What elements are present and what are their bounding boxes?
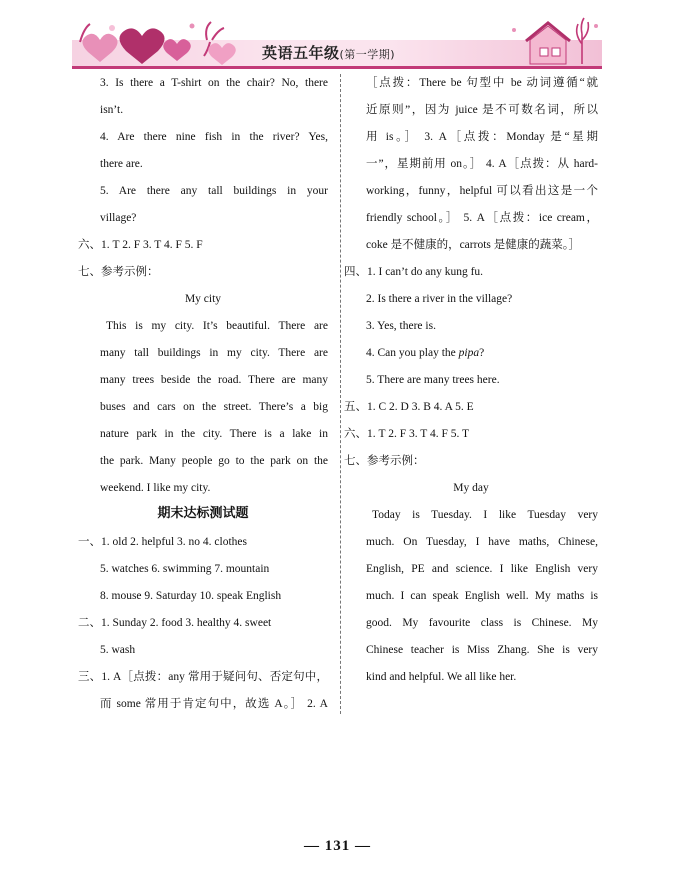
section-heading: 期末达标测试题 <box>157 506 249 521</box>
section-seven-label: 七、参考示例： <box>78 266 159 278</box>
section-six-answers: 六、1. T 2. F 3. T 4. F 5. T <box>344 428 470 440</box>
answer-text: 4. Can you play the <box>366 347 459 359</box>
answer-line: 二、1. Sunday 2. food 3. healthy 4. sweet <box>78 617 272 629</box>
answer-line: 5. watches 6. swimming 7. mountain <box>100 563 270 575</box>
answer-line: 一、1. old 2. helpful 3. no 4. clothes <box>78 536 247 548</box>
answer-line: 而 some 常用于肯定句中，故选 A。］ 2. A <box>100 698 328 710</box>
essay-line: many trees beside the road. There are many <box>100 374 328 386</box>
answer-line: 四、1. I can’t do any kung fu. <box>344 266 484 278</box>
essay-line: good. My favourite class is Chinese. My <box>366 617 598 629</box>
header-title <box>262 42 395 63</box>
answer-line: 三、1. A［点拨：any 常用于疑问句、否定句中， <box>78 671 328 683</box>
column-divider <box>340 74 341 714</box>
essay-line: much. I can speak English well. My maths is <box>366 590 598 602</box>
answer-line: 4. Are there nine fish in the river? Yes, <box>100 131 328 143</box>
answer-line: village? <box>100 212 137 224</box>
answer-line: 用 is。］ 3. A［点拨：Monday 是“星期 <box>366 131 598 143</box>
essay-line: English, PE and science. I like English very <box>366 563 598 575</box>
essay-line: kind and helpful. We all like her. <box>366 671 517 683</box>
answer-line: 5. Are there any tall buildings in your <box>100 185 328 197</box>
answer-line: isn’t. <box>100 104 124 116</box>
answer-line: there are. <box>100 158 143 170</box>
essay-line: Chinese teacher is Miss Zhang. She is very <box>366 644 598 656</box>
answer-line: 5. wash <box>100 644 136 656</box>
page-header <box>0 0 675 80</box>
page-number: — 131 — <box>304 838 371 854</box>
essay-line: nature park in the city. There is a lake in <box>100 428 328 440</box>
essay-line: This is my city. It’s beautiful. There are <box>106 320 328 332</box>
house-decoration-icon <box>500 14 610 70</box>
answer-italic-word: pipa <box>458 347 480 359</box>
essay-line: the park. Many people go to the park on the <box>100 455 328 467</box>
essay-title: My city <box>184 293 222 305</box>
answer-line: 5. There are many trees here. <box>366 374 500 386</box>
answer-line: coke 是不健康的，carrots 是健康的蔬菜。］ <box>366 239 580 251</box>
essay-title: My day <box>453 482 489 494</box>
book-title: 英语五年级 <box>262 44 340 62</box>
answer-line: working，funny，helpful 可以看出这是一个 <box>366 185 598 197</box>
essay-line: Today is Tuesday. I like Tuesday very <box>372 509 598 521</box>
answer-line: ［点拨：There be 句型中 be 动词遵循“就 <box>366 77 598 89</box>
section-five-answers: 五、1. C 2. D 3. B 4. A 5. E <box>344 401 474 413</box>
essay-line: much. On Tuesday, I have maths, Chinese, <box>366 536 598 548</box>
answer-line: 3. Is there a T-shirt on the chair? No, there <box>100 77 328 89</box>
answer-line: 8. mouse 9. Saturday 10. speak English <box>100 590 282 602</box>
section-seven-label: 七、参考示例： <box>344 455 425 467</box>
essay-line: weekend. I like my city. <box>100 482 211 494</box>
essay-line: many tall buildings in my city. There are <box>100 347 328 359</box>
answer-punct: ? <box>479 347 485 359</box>
answer-line: 3. Yes, there is. <box>366 320 436 332</box>
essay-line: buses and cars on the street. There’s a big <box>100 401 328 413</box>
section-six-answers: 六、1. T 2. F 3. T 4. F 5. F <box>78 239 203 251</box>
answer-line: 一”，星期前用 on。］ 4. A［点拨：从 hard- <box>366 158 598 170</box>
hearts-decoration-icon <box>72 18 262 68</box>
answer-line: friendly school。］ 5. A［点拨：ice cream， <box>366 212 598 224</box>
book-term: (第一学期) <box>339 48 396 61</box>
answer-line: 2. Is there a river in the village? <box>366 293 513 305</box>
answer-line: 近原则”，因为 juice 是不可数名词，所以 <box>366 104 598 116</box>
answer-line <box>344 340 484 366</box>
